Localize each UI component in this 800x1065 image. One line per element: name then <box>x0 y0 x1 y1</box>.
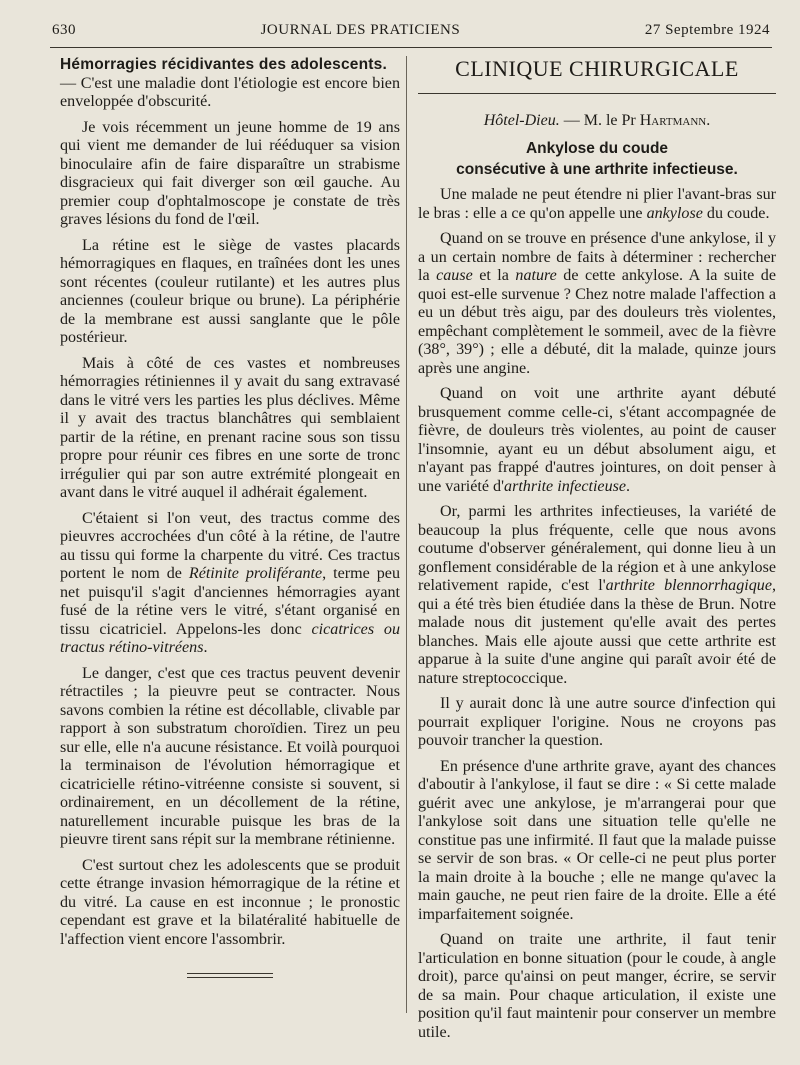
right-paragraph-4: Or, parmi les arthrites infectieuses, la variété de beaucoup la plus fréquente, celle que nous avons coutume d'observer généralement, qui donne lieu à un gonflement considérable de la région et à une ankylose relativement rapide, c'est l'arthrite blennorrhagique, qui a été très bien étudiée dans la thèse de Brun. Notre malade nous dit justement qu'elle avait des pertes blanches. Mais elle ajoute aussi que cette arthrite est apparue à la suite d'une angine qui paraît avoir été de nature streptococcique. <box>418 503 777 687</box>
left-paragraph-6: Le danger, c'est que ces tractus peuvent devenir rétractiles ; la pieuvre peut se contracter. Nous savons combien la rétine est décollable, clivable par rapport à son substratum choroïdien. Tirez un peu sur elle, elle n'a aucune résistance. Et voilà pourquoi la terminaison de l'évolution hémorragique et cicatricielle rétino-vitréenne consiste si souvent, si ordinairement, en un décollement de la rétine, naturellement incurable puisque les bras de la pieuvre tirent sans répit sur la membrane rétinienne. <box>60 664 400 848</box>
left-column <box>60 56 400 981</box>
header-rule <box>50 47 772 48</box>
issue-date: 27 Septembre 1924 <box>644 22 770 38</box>
page-number: 630 <box>52 22 76 38</box>
right-paragraph-1: Une malade ne peut étendre ni plier l'avant-bras sur le bras : elle a ce qu'on appelle une ankylose du coude. <box>418 186 776 222</box>
right-paragraph-3: Quand on voit une arthrite ayant débuté brusquement comme celle-ci, s'étant accompagnée de fièvre, de douleurs très violentes, au point de causer l'insomnie, ayant eu un début absolument aigu, et n'ayant pas frappé d'autres jointures, on doit penser à une variété d'arthrite infectieuse. <box>418 385 776 495</box>
left-paragraph-5: C'étaient si l'on veut, des tractus comme des pieuvres accrochées d'un côté à la rétine, de l'autre au tissu qui forme la charpente du vitré. Ces tractus portent le nom de Rétinite proliférante, terme peu net puisqu'il s'agit d'anciennes hémorragies ayant fusé de la rétine vers le vitré, s'étant organisé en tissu cicatriciel. Appelons-les donc cicatrices ou tractus rétino-vitréens. <box>60 509 400 656</box>
section-rule <box>418 93 776 94</box>
article-title: Ankylose du coude consécutive à une arthrite infectieuse. <box>456 140 738 178</box>
right-paragraph-7: Quand on traite une arthrite, il faut tenir l'articulation en bonne situation (pour le coude, à angle droit), parce qu'ainsi on peut manger, écrire, se servir de sa main. Pour chaque articulation, il existe une position qu'il faut maintenir pour conserver un membre utile. <box>418 931 776 1041</box>
end-of-article-rule <box>187 973 273 978</box>
right-paragraph-5: Il y aurait donc là une autre source d'infection qui pourrait expliquer l'origine. Nous ne croyons pas pouvoir trancher la question. <box>418 695 776 749</box>
right-column <box>418 56 776 1049</box>
right-paragraph-2: Quand on se trouve en présence d'une ankylose, il y a un certain nombre de faits à déterminer : rechercher la cause et la nature de cette ankylose. A la suite de quoi est-elle survenue ? Chez notre malade l'affection a eu un début très aigu, par des douleurs très violentes, empêchant complètement le sommeil, avec de la fièvre (38°, 39°) ; elle a débuté, dit la malade, quinze jours après une angine. <box>418 230 776 377</box>
running-header <box>52 22 770 48</box>
right-paragraph-6: En présence d'une arthrite grave, ayant des chances d'aboutir à l'ankylose, il faut se dire : « Si cette malade guérit avec une ankylose, je m'arrangerai pour que l'ankylose soit dans une situation telle qu'elle ne constitue pas une infirmité. Il faut que la malade puisse se servir de son bras. « Or celle-ci ne peut plus porter la main droite à la bouche ; elle ne mange qu'avec la main gauche, ne peut rien faire de la droite. Elle a été imparfaitement soignée. <box>418 757 776 923</box>
left-paragraph-7: C'est surtout chez les adolescents que se produit cette étrange invasion hémorragique de la rétine et du vitré. La cause en est inconnue ; le pronostic cependant est grave et la bilatéralité habituelle de l'affection vient encore l'assombrir. <box>60 856 400 948</box>
term-retinite-proliferante: Rétinite proliférante <box>188 565 323 582</box>
journal-title: JOURNAL DES PRATICIENS <box>260 22 461 38</box>
left-paragraph-4: Mais à côté de ces vastes et nombreuses hémorragies rétiniennes il y avait du sang extravasé dans le vitré vers les parties les plus déclives. Même il y avait des tractus blanchâtres qui semblaient partir de la rétine, en prenant racine sous son tissu propre pour réunir ces fibres en une sorte de tronc irrégulier qui par son autre extrémité plongeait en avant dans le vitré auquel il adhérait également. <box>60 354 400 501</box>
left-paragraph-1: Hémorragies récidivantes des adolescents. — C'est une maladie dont l'étiologie est encore bien enveloppée d'obscurité. <box>60 56 400 110</box>
section-title: CLINIQUE CHIRURGICALE <box>455 56 739 81</box>
professor-name: Hartmann. <box>639 111 711 129</box>
term-tractus: cicatrices ou tractus rétino-vitréens <box>60 620 400 656</box>
column-divider <box>406 56 407 1013</box>
left-article-title: Hémorragies récidivantes des adolescents. <box>60 56 387 73</box>
left-paragraph-2: Je vois récemment un jeune homme de 19 ans qui vient me demander de lui rééduquer sa vision binoculaire afin de faire disparaître un strabisme disgracieux qui fait diverger son œil gauche. Au premier coup d'ophtalmoscope je constate de très graves lésions du fond de l'œil. <box>60 118 400 228</box>
hospital-line: Hôtel-Dieu. — M. le Pr Hartmann. <box>483 111 711 129</box>
left-paragraph-3: La rétine est le siège de vastes placards hémorragiques en flaques, en traînées dont les unes sont récentes (couleur rutilante) et les autres plus anciennes (couleur brique ou brune). La périphérie de la membrane est aussi sanglante que le pôle postérieur. <box>60 236 400 346</box>
